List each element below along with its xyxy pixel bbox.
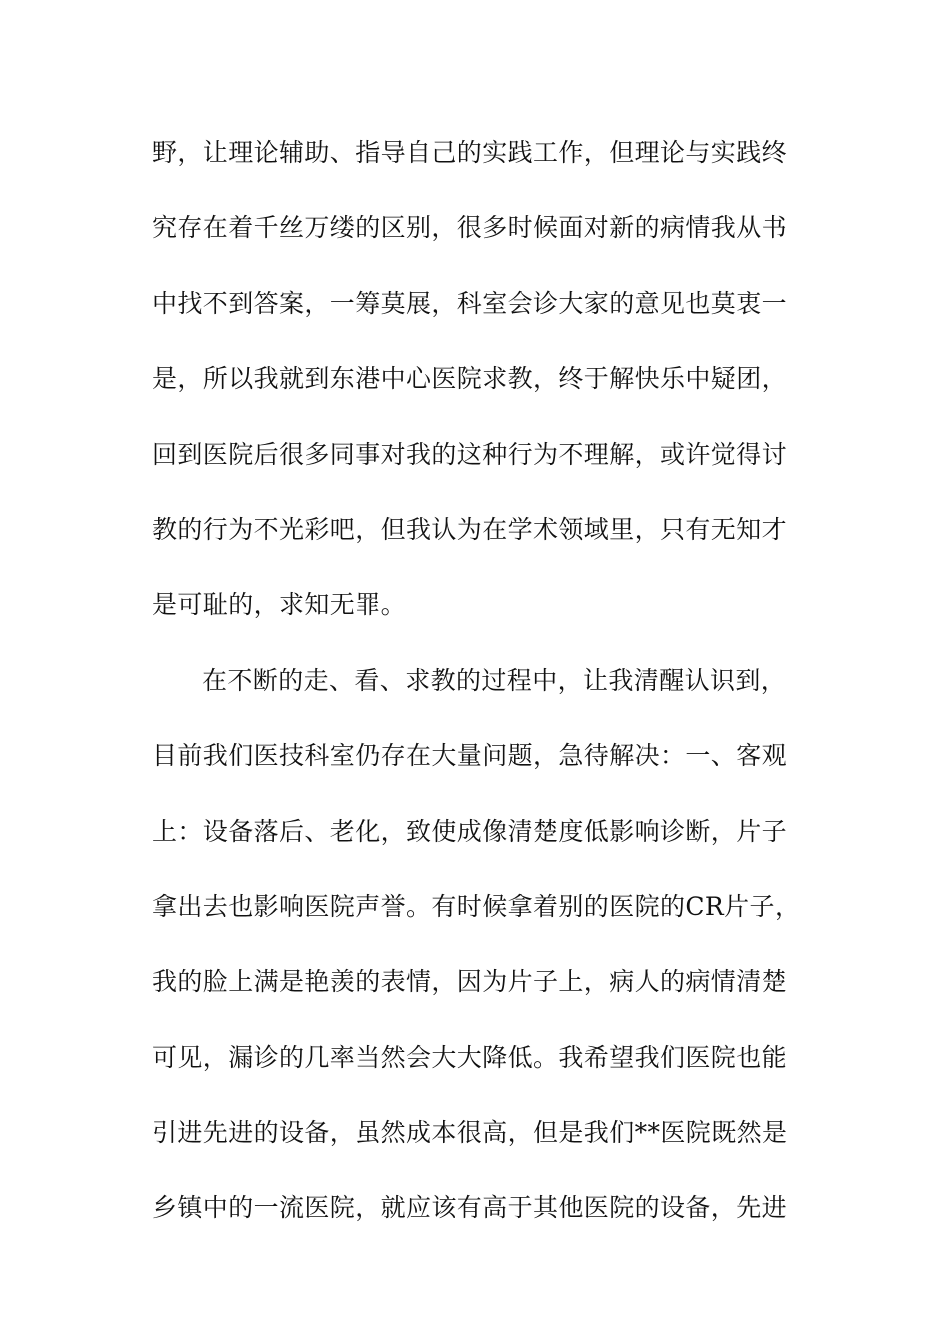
text-line: 中找不到答案，一筹莫展，科室会诊大家的意见也莫衷一: [152, 288, 788, 318]
text-line: 回到医院后很多同事对我的这种行为不理解，或许觉得讨: [152, 439, 788, 469]
body-text: [152, 128, 801, 1259]
text-line: 可见，漏诊的几率当然会大大降低。我希望我们医院也能: [152, 1042, 788, 1072]
text-line: 究存在着千丝万缕的区别，很多时候面对新的病情我从书: [152, 213, 788, 243]
text-line: 是可耻的，求知无罪。: [152, 590, 407, 620]
text-line: 拿出去也影响医院声誉。有时候拿着别的医院的CR片子，: [152, 891, 801, 921]
paragraph-start-line: 在不断的走、看、求教的过程中，让我清醒认识到，: [202, 665, 787, 695]
text-line: 野，让理论辅助、指导自己的实践工作，但理论与实践终: [152, 138, 788, 167]
text-line: 我的脸上满是艳羡的表情，因为片子上，病人的病情清楚: [152, 967, 788, 997]
text-line: 引进先进的设备，虽然成本很高，但是我们**医院既然是: [152, 1118, 788, 1148]
text-line: 教的行为不光彩吧，但我认为在学术领域里，只有无知才: [152, 514, 788, 544]
text-line: 乡镇中的一流医院，就应该有高于其他医院的设备，先进: [152, 1193, 788, 1223]
text-line: 目前我们医技科室仍存在大量问题，急待解决：一、客观: [152, 741, 788, 771]
text-line: 上：设备落后、老化，致使成像清楚度低影响诊断，片子: [152, 816, 788, 846]
text-line: 是，所以我就到东港中心医院求教，终于解快乐中疑团，: [152, 364, 788, 394]
